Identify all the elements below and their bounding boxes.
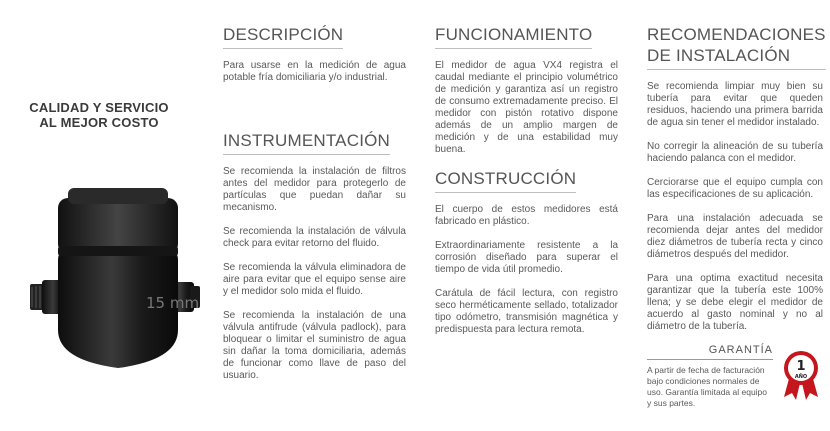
- paragraph: Se recomienda limpiar muy bien su tubería para evitar que queden residuos, haciendo una primera barrida de agua sin tener el medidor instalado.: [647, 81, 823, 128]
- heading-recomendaciones: [647, 24, 826, 70]
- section-instrumentacion: [223, 130, 406, 382]
- paragraph: Para una instalación adecuada se recomienda dejar antes del medidor diez diámetros de tubería recta y cinco diámetros después del medidor.: [647, 213, 823, 260]
- paragraph: Se recomienda la instalación de válvula check para evitar retorno del fluido.: [223, 226, 406, 249]
- heading-instrumentacion: INSTRUMENTACIÓN: [223, 130, 390, 155]
- tagline-line-2: AL MEJOR COSTO: [39, 115, 159, 130]
- paragraph: Para una optima exactitud necesita garantizar que la tubería este 100% llena; y se debe elegir el medidor de acuerdo al gasto nominal y no al diámetro de la tubería.: [647, 273, 823, 332]
- paragraph: Se recomienda la válvula eliminadora de aire para evitar que el equipo sense aire y el medidor solo mida el fluido.: [223, 262, 406, 297]
- paragraph: Se recomienda la instalación de una válvula antifrude (válvula padlock), para bloquear o limitar el suministro de agua sin dañar la toma domiciliaria, además de funcionar como llave de paso del usuario.: [223, 310, 406, 381]
- badge-label: AÑO: [794, 374, 808, 380]
- tagline-line-1: CALIDAD Y SERVICIO: [29, 100, 169, 115]
- paragraph: No corregir la alineación de su tubería haciendo palanca con el medidor.: [647, 141, 823, 164]
- tagline: [14, 100, 184, 130]
- paragraph: El cuerpo de estos medidores está fabricado en plástico.: [435, 204, 618, 227]
- heading-line: DE INSTALACIÓN: [647, 46, 791, 65]
- guarantee-title: GARANTÍA: [647, 344, 773, 360]
- paragraph: Para usarse en la medición de agua potable fría domiciliaria y/o industrial.: [223, 60, 406, 83]
- badge-number: 1: [796, 359, 806, 374]
- guarantee-block: [647, 344, 773, 409]
- heading-line: RECOMENDACIONES: [647, 25, 826, 44]
- meter-face-text: 15 mm: [146, 294, 200, 312]
- guarantee-text: A partir de fecha de facturación bajo condiciones normales de uso. Garantía limitada al equipo y sus partes.: [647, 365, 768, 408]
- section-descripcion: [223, 24, 406, 84]
- warranty-ribbon-icon: [781, 349, 821, 401]
- water-meter-image: [28, 180, 204, 380]
- heading-funcionamiento: FUNCIONAMIENTO: [435, 24, 592, 49]
- section-construccion: [435, 168, 618, 336]
- paragraph: Cerciorarse que el equipo cumpla con las especificaciones de su aplicación.: [647, 177, 823, 200]
- heading-construccion: CONSTRUCCIÓN: [435, 168, 576, 193]
- paragraph: Se recomienda la instalación de filtros antes del medidor para protegerlo de partículas que puedan dañar su mecanismo.: [223, 166, 406, 213]
- section-funcionamiento: [435, 24, 618, 156]
- paragraph: Carátula de fácil lectura, con registro seco herméticamente sellado, totalizador tipo odómetro, transmisión magnética y predispuesta para lectura remota.: [435, 288, 618, 335]
- section-recomendaciones: [647, 24, 826, 333]
- paragraph: Extraordinariamente resistente a la corrosión diseñado para superar el tiempo de vida útil promedio.: [435, 240, 618, 275]
- paragraph: El medidor de agua VX4 registra el caudal mediante el principio volumétrico de medición y garantiza así un registro de consumo extremadamente preciso. El medidor con pistón rotativo dispone además de un amplio margen de medición y de una estabilidad muy buena.: [435, 60, 618, 155]
- heading-descripcion: DESCRIPCIÓN: [223, 24, 343, 49]
